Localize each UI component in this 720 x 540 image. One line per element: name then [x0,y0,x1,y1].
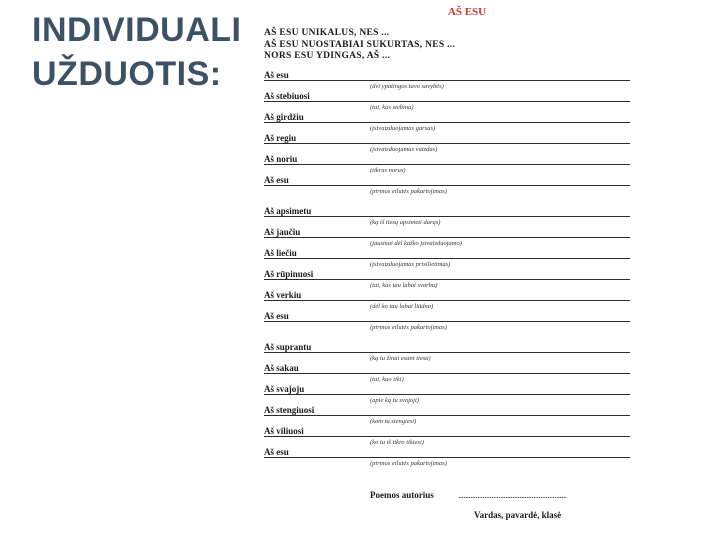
answer-line[interactable] [264,415,630,416]
row-label: Aš viliuosi [264,426,304,436]
row-label: Aš noriu [264,154,298,164]
answer-line[interactable] [264,352,630,353]
worksheet-row [262,384,642,405]
worksheet-row [262,154,642,175]
worksheet-row [262,311,642,332]
worksheet-header [264,28,455,63]
row-label: Aš verkiu [264,290,302,300]
answer-line[interactable] [264,143,630,144]
title-line-2: UŽDUOTIS: [32,55,222,93]
answer-line[interactable] [264,216,630,217]
worksheet-row [262,206,642,227]
worksheet-row [262,447,642,468]
row-hint: (dėl ko tau labai liūdna) [370,303,434,310]
worksheet-rows [262,70,642,468]
answer-line[interactable] [264,436,630,437]
row-hint: (tai, kas stebina) [370,104,414,111]
worksheet-row [262,248,642,269]
worksheet-row [262,175,642,196]
answer-line[interactable] [264,80,630,81]
header-line-1: AŠ ESU UNIKALUS, NES ... [264,28,390,38]
row-hint: (tai, kuo tiki) [370,376,404,383]
row-hint: (įsivaizduojamas prisilietimas) [370,261,451,268]
row-label: Aš suprantu [264,342,312,352]
row-label: Aš esu [264,447,289,457]
author-label: Poemos autorius [370,490,434,500]
worksheet-row [262,363,642,384]
row-hint: (ką iš tiesų apsimeti darąs) [370,219,441,226]
worksheet-title: AŠ ESU [447,6,487,18]
row-label: Aš esu [264,311,289,321]
row-label: Aš apsimetu [264,206,312,216]
header-line-2: AŠ ESU NUOSTABIAI SUKURTAS, NES ... [264,39,456,50]
worksheet-row [262,342,642,363]
title-line-1: INDIVIDUALI [32,11,242,49]
row-label: Aš esu [264,70,289,80]
worksheet [262,6,642,536]
row-hint: (dvi ypatingos tavo savybės) [370,83,444,90]
row-label: Aš liečiu [264,248,297,258]
row-label: Aš svajoju [264,384,305,394]
answer-line[interactable] [264,185,630,186]
worksheet-row [262,426,642,447]
answer-line[interactable] [264,237,630,238]
worksheet-row [262,112,642,133]
row-label: Aš stebiuosi [264,91,310,101]
row-hint: (kam tu stengiesi) [370,418,417,425]
row-label: Aš girdžiu [264,112,304,122]
answer-line[interactable] [264,373,630,374]
row-hint: (jausmai dėl kažko įsivaizduojamo) [370,240,462,247]
answer-line[interactable] [264,164,630,165]
worksheet-row [262,405,642,426]
answer-line[interactable] [264,457,630,458]
author-sub-label: Vardas, pavardė, klasė [474,510,562,520]
row-hint: (ko tu iš tikro tikiesi) [370,439,424,446]
answer-line[interactable] [264,122,630,123]
row-hint: (pirmos eilutės pakartojimas) [370,324,447,331]
worksheet-row [262,70,642,91]
row-label: Aš esu [264,175,289,185]
worksheet-row [262,133,642,154]
worksheet-row [262,227,642,248]
row-hint: (tikras noras) [370,167,406,174]
row-hint: (ką tu žinai esant tiesa) [370,355,431,362]
slide-title [32,8,242,96]
row-label: Aš regiu [264,133,297,143]
row-label: Aš stengiuosi [264,405,315,415]
answer-line[interactable] [264,321,630,322]
answer-line[interactable] [264,300,630,301]
answer-line[interactable] [264,101,630,102]
worksheet-row [262,290,642,311]
answer-line[interactable] [264,258,630,259]
answer-line[interactable] [264,394,630,395]
header-line-3: NORS ESU YDINGAS, AŠ ... [264,51,391,61]
worksheet-row [262,91,642,112]
row-hint: (apie ką tu svajoji) [370,397,419,404]
row-label: Aš jaučiu [264,227,301,237]
answer-line[interactable] [264,279,630,280]
row-label: Aš sakau [264,363,299,373]
row-hint: (pirmos eilutės pakartojimas) [370,188,447,195]
row-hint: (įsivaizduojamas garsas) [370,125,436,132]
row-label: Aš rūpinuosi [264,269,314,279]
row-hint: (įsivaizduojamas vaizdas) [370,146,438,153]
author-dots: .............................................................. [458,490,567,500]
worksheet-row [262,269,642,290]
row-hint: (tai, kas tau labai svarbu) [370,282,438,289]
row-hint: (pirmos eilutės pakartojimas) [370,460,447,467]
